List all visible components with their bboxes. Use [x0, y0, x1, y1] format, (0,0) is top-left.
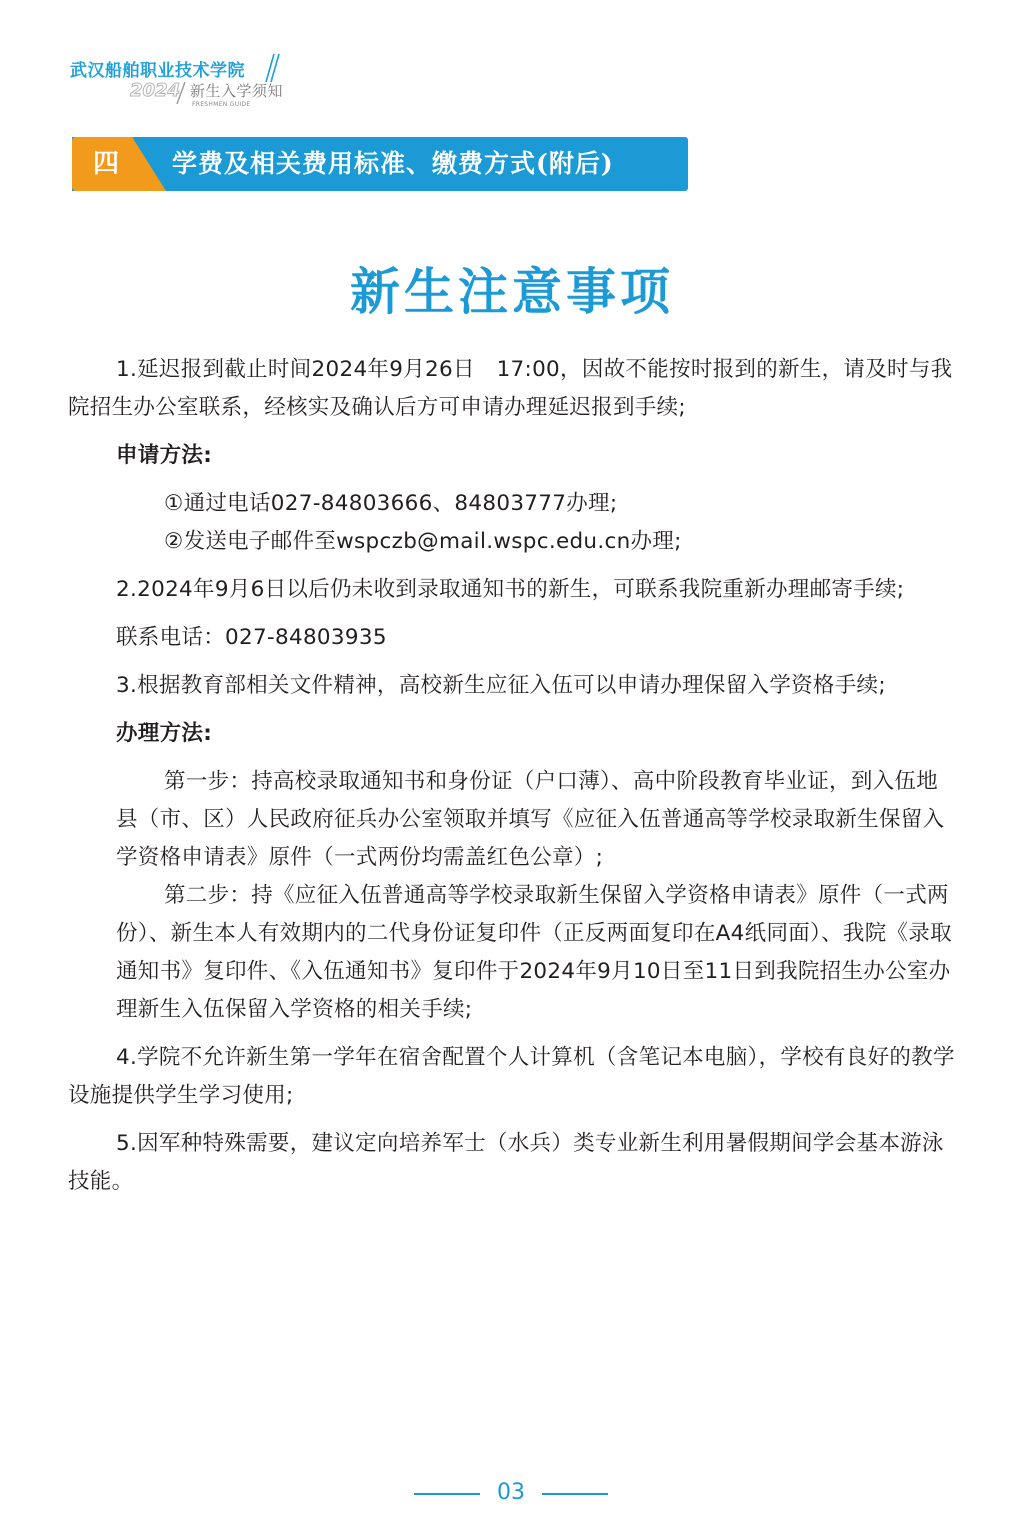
section-number: 四: [92, 149, 119, 179]
apply-method-email: ②发送电子邮件至wspczb@mail.wspc.edu.cn办理;: [164, 529, 682, 554]
header-logo: [70, 52, 370, 116]
handle-step-1: 第一步：持高校录取通知书和身份证（户口薄）、高中阶段教育毕业证，到入伍地县（市、区）人民政府征兵办公室领取并填写《应征入伍普通高等学校录取新生保留入学资格申请表》原件（一式两份均需盖红色公章）;: [116, 769, 945, 870]
page-title: 新生注意事项: [350, 262, 674, 321]
page-footer: [0, 1478, 1024, 1508]
section-banner: [72, 137, 688, 191]
footer-line-left: [414, 1493, 480, 1495]
notice-item-5: 5.因军种特殊需要，建议定向培养军士（水兵）类专业新生利用暑假期间学会基本游泳技能。: [68, 1131, 944, 1194]
apply-method-phone: ①通过电话027-84803666、84803777办理;: [164, 491, 618, 516]
notice-item-4: 4.学院不允许新生第一学年在宿舍配置个人计算机（含笔记本电脑），学校有良好的教学设施提供学生学习使用;: [68, 1045, 955, 1108]
guide-english: FRESHMEN GUIDE: [192, 101, 251, 108]
school-name: 武汉船舶职业技术学院: [70, 61, 245, 81]
notice-body: [68, 351, 956, 1201]
footer-line-right: [542, 1493, 608, 1495]
contact-phone: 联系电话：027-84803935: [116, 625, 387, 650]
slash-divider-icon: [174, 80, 188, 106]
page-number: 03: [497, 1480, 525, 1505]
notice-item-1: 1.延迟报到截止时间2024年9月26日 17:00，因故不能按时报到的新生，请及时与我院招生办公室联系，经核实及确认后方可申请办理延迟报到手续;: [68, 357, 953, 420]
apply-method-label: 申请方法:: [116, 443, 213, 468]
header-year: 2024: [130, 80, 181, 101]
handle-step-2: 第二步：持《应征入伍普通高等学校录取新生保留入学资格申请表》原件（一式两份）、新生本人有效期内的二代身份证复印件（正反两面复印在A4纸同面）、我院《录取通知书》复印件、《入伍通知书》复印件于2024年9月10日至11日到我院招生办公室办理新生入伍保留入学资格的相关手续;: [116, 883, 952, 1022]
section-title: 学费及相关费用标准、缴费方式(附后): [172, 149, 614, 178]
notice-item-2: 2.2024年9月6日以后仍未收到录取通知书的新生，可联系我院重新办理邮寄手续;: [116, 577, 905, 602]
handle-method-label: 办理方法:: [116, 721, 213, 746]
guide-title: 新生入学须知: [190, 82, 284, 100]
notice-item-3: 3.根据教育部相关文件精神，高校新生应征入伍可以申请办理保留入学资格手续;: [116, 673, 886, 698]
